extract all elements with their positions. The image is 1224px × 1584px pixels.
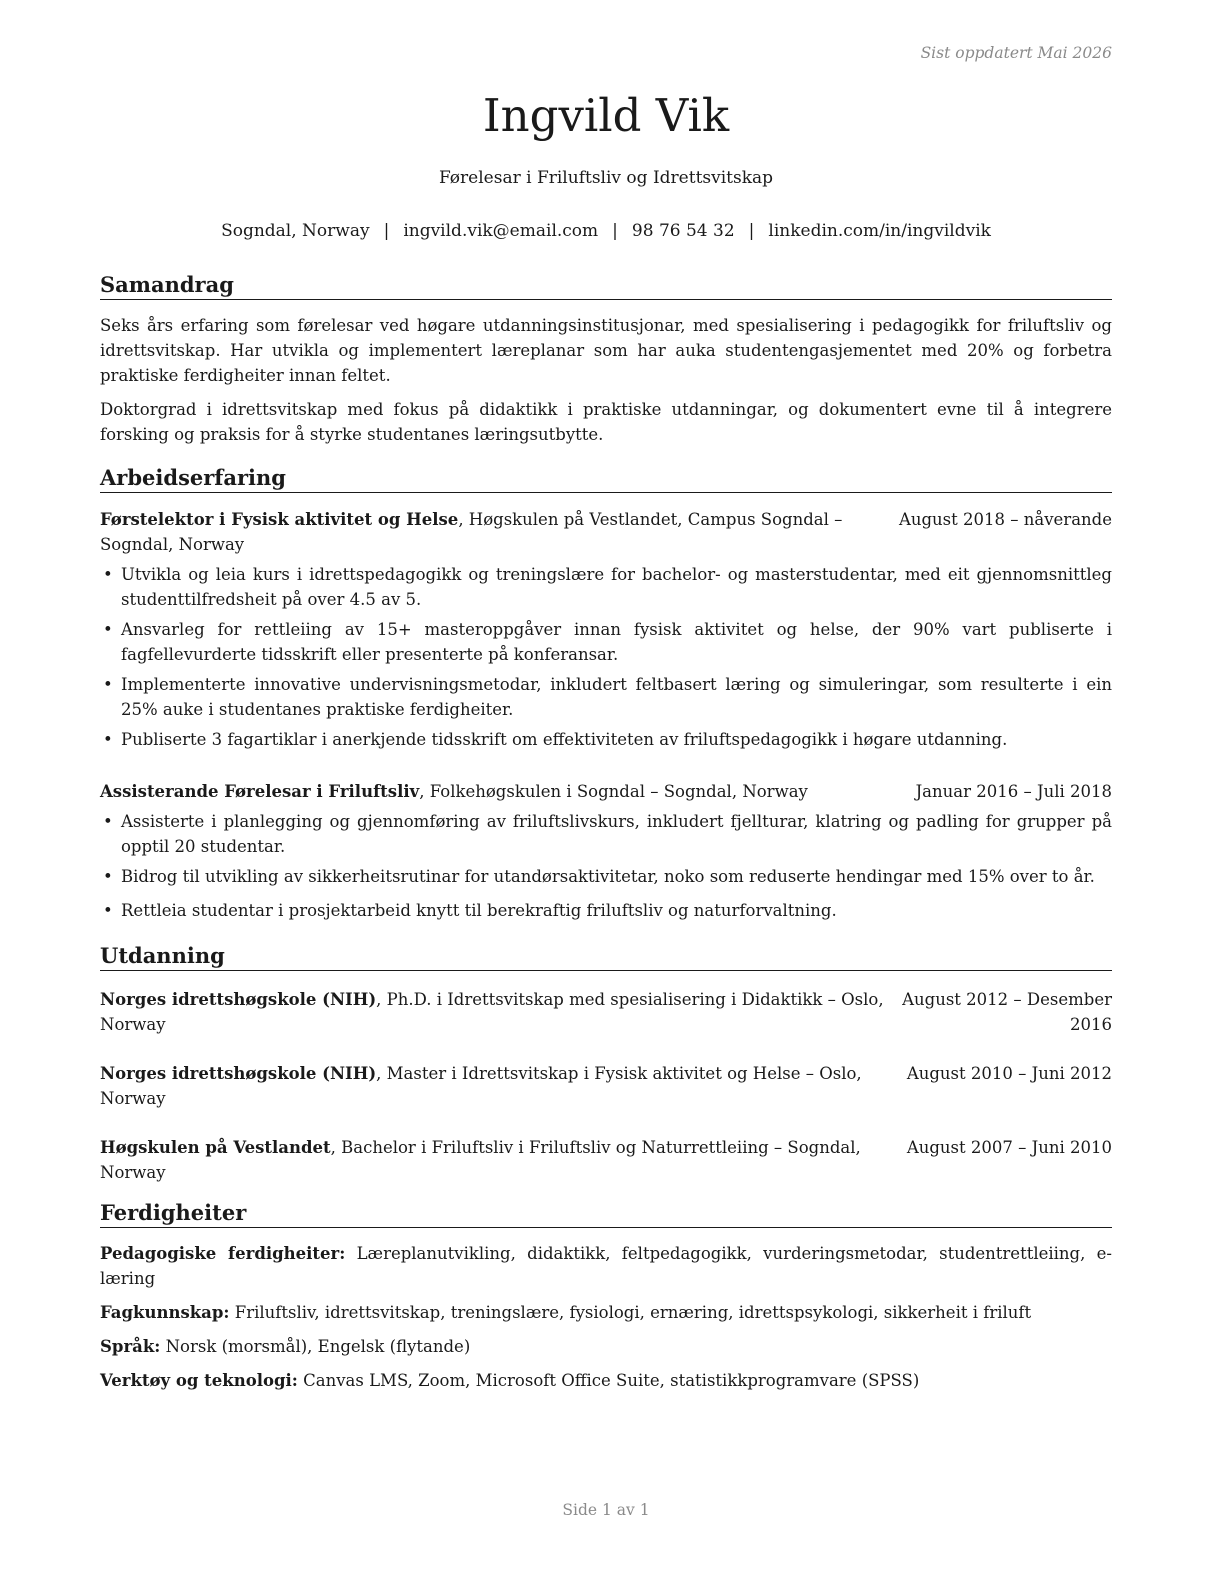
skill-row xyxy=(100,1300,1112,1325)
list-item: • Publiserte 3 fagartiklar i anerkjende tidsskrift om effektiviteten av friluftspedagogikk i høgare utdanning. xyxy=(100,727,1112,752)
job-bullets xyxy=(100,809,1112,923)
education-entry xyxy=(100,1135,1112,1185)
page-number: Side 1 av 1 xyxy=(562,1501,650,1519)
skills-heading: Ferdigheiter xyxy=(100,1199,1112,1228)
list-item: • Bidrog til utvikling av sikkerheitsrutinar for utandørsaktivitetar, noko som reduserte hendingar med 15% over to år. xyxy=(100,864,1112,889)
skill-value: Læreplanutvikling, didaktikk, feltpedagogikk, vurderingsmetodar, studentrettleiing, e-læring xyxy=(100,1244,1112,1288)
education-school: Norges idrettshøgskole (NIH) xyxy=(100,1064,377,1083)
contact-separator: | xyxy=(612,221,618,241)
skill-value: Norsk (morsmål), Engelsk (flytande) xyxy=(160,1337,471,1356)
job-entry xyxy=(100,779,1112,923)
contact-location: Sogndal, Norway xyxy=(221,221,370,241)
education-entry xyxy=(100,987,1112,1037)
person-name: Ingvild Vik xyxy=(482,89,730,142)
education-dates: August 2010 – Juni 2012 xyxy=(906,1064,1112,1083)
list-item: • Ansvarleg for rettleiing av 15+ masteroppgåver innan fysisk aktivitet og helse, der 90% vart publiserte i fagfellevurderte tidsskrift eller presenterte på konferansar. xyxy=(100,617,1112,667)
summary-heading: Samandrag xyxy=(100,271,1112,300)
job-employer: , Folkehøgskulen i Sogndal – Sogndal, Norway xyxy=(419,782,808,801)
skills-section xyxy=(100,1199,1112,1393)
job-header xyxy=(100,779,1112,804)
job-employer: , Høgskulen på Vestlandet, Campus Sogndal – xyxy=(458,510,843,529)
education-heading: Utdanning xyxy=(100,942,1112,971)
list-item: • Utvikla og leia kurs i idrettspedagogikk og treningslære for bachelor- og masterstudentar, med eit gjennomsnittleg studenttilfredsheit på over 4.5 av 5. xyxy=(100,562,1112,612)
education-dates-cont: 2016 xyxy=(1070,1015,1112,1034)
contact-separator: | xyxy=(383,221,390,241)
contact-email[interactable]: ingvild.vik@email.com xyxy=(403,221,599,241)
education-degree: , Bachelor i Friluftsliv i Friluftsliv og Naturrettleiing – Sogndal, xyxy=(330,1138,861,1157)
job-dates: Januar 2016 – Juli 2018 xyxy=(915,782,1112,801)
contact-linkedin[interactable]: linkedin.com/in/ingvildvik xyxy=(768,221,991,241)
skill-label: Pedagogiske ferdigheiter: xyxy=(100,1244,346,1263)
resume-page xyxy=(100,0,1112,1584)
summary-paragraph: Seks års erfaring som førelesar ved høgare utdanningsinstitusjonar, med spesialisering i pedagogikk for friluftsliv og idrettsvitskap. Har utvikla og implementert læreplanar som har auka studentengasjementet med 20% og forbetra praktiske ferdigheiter innan feltet. xyxy=(100,316,1112,385)
list-item: • Assisterte i planlegging og gjennomføring av friluftslivskurs, inkludert fjellturar, klatring og padling for grupper på opptil 20 studentar. xyxy=(100,809,1112,859)
job-entry xyxy=(100,507,1112,752)
experience-heading: Arbeidserfaring xyxy=(100,464,1112,493)
skill-value: Friluftsliv, idrettsvitskap, treningslære, fysiologi, ernæring, idrettspsykologi, sikkerheit i friluft xyxy=(229,1303,1032,1322)
education-school: Norges idrettshøgskole (NIH) xyxy=(100,990,377,1009)
education-location: Norway xyxy=(100,1163,166,1182)
skill-row xyxy=(100,1334,1112,1359)
skill-label: Språk: xyxy=(100,1337,161,1356)
skill-value: Canvas LMS, Zoom, Microsoft Office Suite, statistikkprogramvare (SPSS) xyxy=(297,1371,920,1390)
contact-phone: 98 76 54 32 xyxy=(631,221,735,241)
education-degree: , Master i Idrettsvitskap i Fysisk aktivitet og Helse – Oslo, xyxy=(376,1064,862,1083)
skill-label: Fagkunnskap: xyxy=(100,1303,230,1322)
education-dates: August 2012 – Desember xyxy=(902,990,1112,1009)
job-tagline: Førelesar i Friluftsliv og Idrettsvitskap xyxy=(438,168,774,188)
summary-paragraph: Doktorgrad i idrettsvitskap med fokus på didaktikk i praktiske utdanningar, og dokumentert evne til å integrere forsking og praksis for å styrke studentanes læringsutbytte. xyxy=(100,400,1112,444)
job-bullets xyxy=(100,562,1112,752)
education-location: Norway xyxy=(100,1015,166,1034)
summary-section xyxy=(100,271,1112,447)
contact-separator: | xyxy=(748,221,755,241)
education-degree: , Ph.D. i Idrettsvitskap med spesialisering i Didaktikk – Oslo, xyxy=(376,990,884,1009)
skill-row xyxy=(100,1241,1112,1291)
education-school: Høgskulen på Vestlandet xyxy=(100,1138,331,1157)
job-title: Assisterande Førelesar i Friluftsliv xyxy=(100,782,420,801)
education-entry xyxy=(100,1061,1112,1111)
education-location: Norway xyxy=(100,1089,166,1108)
skill-label: Verktøy og teknologi: xyxy=(100,1371,298,1390)
contact-line xyxy=(100,219,1112,243)
last-updated-note: Sist oppdatert Mai 2026 xyxy=(920,44,1112,62)
job-title: Førstelektor i Fysisk aktivitet og Helse xyxy=(100,510,459,529)
skill-row xyxy=(100,1368,1112,1393)
job-location: Sogndal, Norway xyxy=(100,535,245,554)
experience-section xyxy=(100,464,1112,923)
job-dates: August 2018 – nåverande xyxy=(898,510,1112,529)
list-item: • Rettleia studentar i prosjektarbeid knytt til berekraftig friluftsliv og naturforvaltning. xyxy=(100,898,1112,923)
education-section xyxy=(100,942,1112,1185)
list-item: • Implementerte innovative undervisningsmetodar, inkludert feltbasert læring og simuleringar, som resulterte i ein 25% auke i studentanes praktiske ferdigheiter. xyxy=(100,672,1112,722)
education-dates: August 2007 – Juni 2010 xyxy=(906,1138,1112,1157)
job-header xyxy=(100,507,1112,532)
